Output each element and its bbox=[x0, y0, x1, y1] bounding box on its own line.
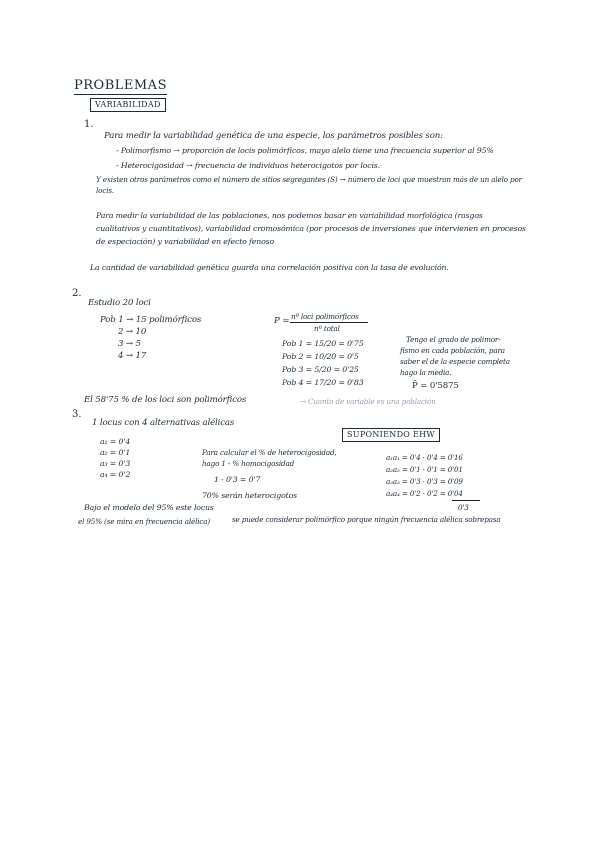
p2-conclusion-note: → Cuanto de variable es una población bbox=[300, 397, 436, 406]
p2-conclusion: El 58'75 % de los loci son polimórficos bbox=[84, 395, 247, 405]
p1-intro: Para medir la variabilidad genética de una especie, los parámetros posibles son: bbox=[104, 131, 443, 141]
p3-assumption-box: SUPONIENDO EHW bbox=[342, 428, 440, 442]
p3-allele-3: a₃ = 0'3 bbox=[100, 459, 131, 468]
p2-row-1-left: Pob 1 → 15 polimórficos bbox=[100, 315, 202, 325]
p2-formula-lhs: P = bbox=[274, 316, 290, 326]
p2-calc-pob4: Pob 4 = 17/20 = 0'83 bbox=[282, 378, 364, 387]
p3-intro: 1 locus con 4 alternativas alélicas bbox=[92, 418, 235, 428]
p1-population-variability: Para medir la variabilidad de las poblaciones, nos podemos basar en variabilidad morfológica (rasgos cualitativos y cuantitativos), variabilidad cromosómica (por procesos de inversiones que intervienen en procesos de especiación) y variabilidad en efecto fenoso bbox=[96, 211, 526, 246]
p2-mean: P̄ = 0'5875 bbox=[412, 381, 459, 391]
p3-method-line-2: hago 1 - % homocigosidad bbox=[202, 459, 295, 468]
problem-1-number: 1. bbox=[84, 119, 94, 130]
p1-extra-parameters: Y existen otros parámetros como el número de sitios segregantes (S) → número de loci que muestran más de un alelo por locis. bbox=[96, 175, 522, 195]
p3-allele-2: a₂ = 0'1 bbox=[100, 448, 131, 457]
p2-calc-pob1: Pob 1 = 15/20 = 0'75 bbox=[282, 339, 364, 348]
p3-final-line-2: se puede considerar polimórfico porque ningún frecuencia alélica sobrepasa bbox=[232, 515, 501, 524]
p1-final-statement: La cantidad de variabilidad genética guarda una correlación positiva con la tasa de evolución. bbox=[90, 263, 449, 272]
p3-final-line-3: el 95% (se mira en frecuencia alélica) bbox=[78, 517, 211, 526]
p3-allele-1: a₁ = 0'4 bbox=[100, 437, 131, 446]
p3-final-line-1: Bajo el modelo del 95% este locus bbox=[84, 503, 214, 512]
p2-row-4-left: 4 → 17 bbox=[118, 351, 147, 361]
p2-note-line-4: hago la media. bbox=[400, 368, 452, 377]
p3-result: 70% serán heterocigotos bbox=[202, 491, 298, 500]
section-label: VARIABILIDAD bbox=[90, 98, 166, 112]
p2-study: Estudio 20 loci bbox=[88, 298, 151, 308]
p2-row-2-left: 2 → 10 bbox=[118, 327, 147, 337]
page-title: PROBLEMAS bbox=[74, 78, 167, 93]
p3-square-4: a₄a₄ = 0'2 · 0'2 = 0'04 bbox=[386, 489, 463, 498]
p3-square-1: a₁a₁ = 0'4 · 0'4 = 0'16 bbox=[386, 453, 463, 462]
p2-formula-denominator: nº total bbox=[314, 324, 340, 333]
p3-square-3: a₃a₃ = 0'3 · 0'3 = 0'09 bbox=[386, 477, 463, 486]
p3-calculation: 1 - 0'3 = 0'7 bbox=[214, 475, 261, 484]
p3-square-2: a₂a₂ = 0'1 · 0'1 = 0'01 bbox=[386, 465, 463, 474]
p2-note-line-3: saber el de la especie completa bbox=[400, 357, 510, 366]
p2-calc-pob3: Pob 3 = 5/20 = 0'25 bbox=[282, 365, 359, 374]
p2-note-line-2: fismo en cada población, para bbox=[400, 346, 505, 355]
p2-note-line-1: Tengo el grado de polimor- bbox=[406, 335, 501, 344]
p3-sum-bar bbox=[452, 500, 480, 501]
p1-bullet-polimorfismo: - Polimorfismo → proporción de locis polimórficos, mayo alelo tiene una frecuencia superior al 95% bbox=[116, 146, 494, 155]
problem-3-number: 3. bbox=[72, 409, 82, 420]
p3-sum: 0'3 bbox=[458, 503, 469, 512]
problem-2-number: 2. bbox=[72, 288, 82, 299]
p2-calc-pob2: Pob 2 = 10/20 = 0'5 bbox=[282, 352, 359, 361]
p2-formula-numerator: nº loci polimórficos bbox=[291, 312, 359, 321]
p3-allele-4: a₄ = 0'2 bbox=[100, 470, 131, 479]
p1-bullet-heterocigosidad: - Heterocigosidad → frecuencia de individuos heterocigotos por locis. bbox=[116, 161, 380, 170]
p3-method-line-1: Para calcular el % de heterocigosidad, bbox=[202, 448, 337, 457]
p2-row-3-left: 3 → 5 bbox=[118, 339, 141, 349]
